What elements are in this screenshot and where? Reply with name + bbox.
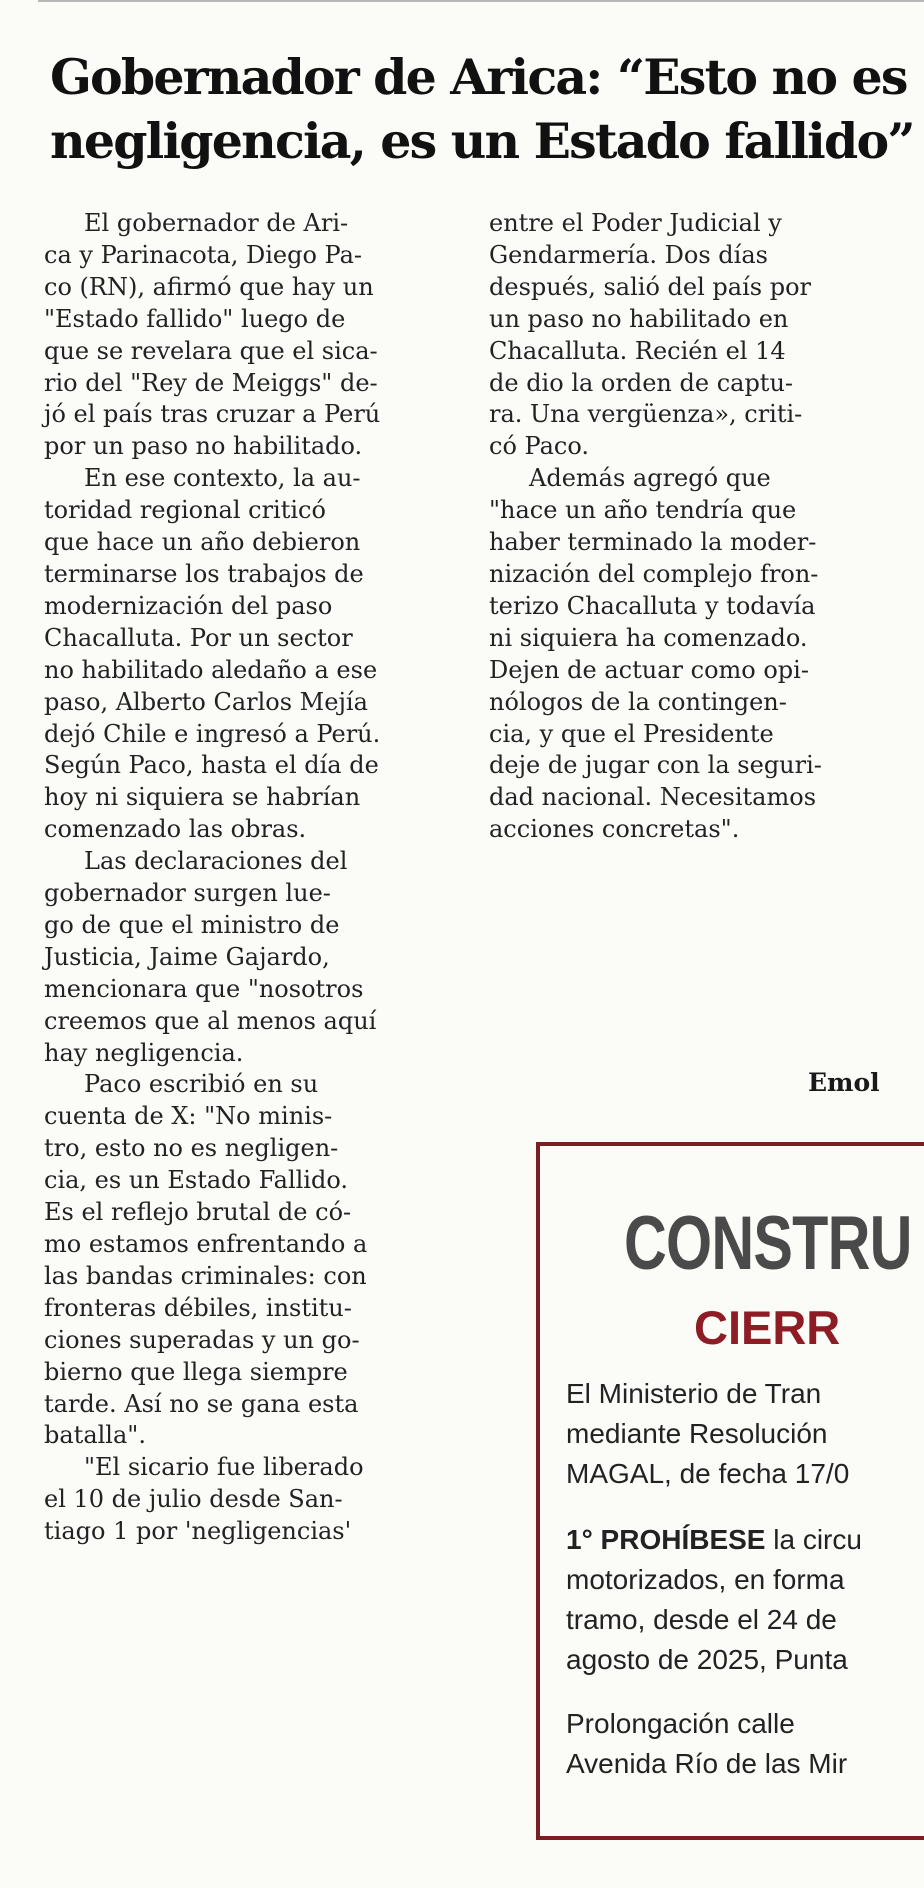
column-2-line: "hace un año tendría que	[489, 496, 797, 525]
column-1-line: "El sicario fue liberado	[84, 1453, 364, 1482]
notice-line-text: MAGAL, de fecha 17/0	[566, 1458, 850, 1489]
notice-line-text: Prolongación calle	[566, 1708, 795, 1739]
column-1-line: Paco escribió en su	[84, 1070, 319, 1099]
notice-line	[566, 1604, 837, 1636]
column-1-line: mo estamos enfrentando a	[44, 1230, 368, 1258]
article-column-2	[489, 208, 909, 846]
column-1-line: creemos que al menos aquí	[44, 1006, 377, 1035]
column-1-line: no habilitado aledaño a ese	[44, 655, 378, 684]
column-2-line: después, salió del país por	[489, 272, 811, 301]
column-1-line: batalla".	[44, 1421, 146, 1450]
column-1-line: ca y Parinacota, Diego Pa-	[44, 240, 363, 269]
article-headline	[50, 45, 914, 173]
column-1-line: paso, Alberto Carlos Mejía	[44, 687, 368, 716]
notice-title: CONSTRU	[624, 1201, 912, 1286]
column-1-line: toridad regional criticó	[44, 496, 326, 525]
column-1-line: tiago 1 por 'negligencias'	[44, 1517, 352, 1546]
column-1-line: modernización del paso	[44, 591, 333, 620]
column-1-line: bierno que llega siempre	[44, 1357, 348, 1386]
notice-line	[566, 1564, 845, 1596]
column-1-line: comenzado las obras.	[44, 815, 307, 844]
notice-line-text: la circu	[765, 1524, 862, 1555]
column-2-line: có Paco.	[489, 432, 589, 461]
column-1-line: tro, esto no es negligen-	[44, 1134, 339, 1163]
column-1-line: las bandas criminales: con	[44, 1261, 367, 1290]
column-2-line: de dio la orden de captu-	[489, 368, 794, 397]
column-1-line: jó el país tras cruzar a Perú	[44, 400, 381, 429]
notice-emphasis: 1° PROHÍBESE	[566, 1524, 766, 1555]
notice-line	[566, 1748, 847, 1780]
notice-line	[566, 1378, 821, 1410]
notice-line	[566, 1418, 828, 1450]
column-2-line: nólogos de la contingen-	[489, 687, 787, 716]
column-2-line: acciones concretas".	[489, 815, 740, 844]
notice-line-text: Avenida Río de las Mir	[566, 1748, 848, 1779]
column-2-line: ra. Una vergüenza», criti-	[489, 400, 803, 429]
column-2-line: haber terminado la moder-	[489, 528, 817, 557]
column-1-line: El gobernador de Ari-	[84, 209, 349, 237]
column-1-line: ciones superadas y un go-	[44, 1325, 360, 1354]
notice-line-text: tramo, desde el 24 de	[566, 1604, 837, 1635]
column-1-line: terminarse los trabajos de	[44, 559, 364, 588]
column-1-line: gobernador surgen lue-	[44, 879, 331, 908]
headline-line-2: negligencia, es un Estado fallido”	[50, 112, 914, 170]
column-2-line: cia, y que el Presidente	[489, 719, 774, 748]
column-1-line: el 10 de julio desde San-	[44, 1485, 343, 1514]
column-1-line: que hace un año debieron	[44, 528, 361, 557]
notice-line-text: motorizados, en forma	[566, 1564, 845, 1595]
column-1-line: co (RN), afirmó que hay un	[44, 272, 374, 301]
column-1-line: mencionara que "nosotros	[44, 974, 364, 1003]
column-2-line: Además agregó que	[529, 464, 771, 493]
column-1-line: hoy ni siquiera se habrían	[44, 783, 361, 812]
column-1-line: tarde. Así no se gana esta	[44, 1389, 359, 1418]
column-2-line: deje de jugar con la seguri-	[489, 751, 822, 780]
column-2-line: terizo Chacalluta y todavía	[489, 591, 816, 620]
article-byline: Emol	[808, 1068, 880, 1097]
top-rule	[38, 0, 924, 2]
column-1-line: fronteras débiles, institu-	[44, 1293, 352, 1322]
column-1-line: cuenta de X: "No minis-	[44, 1102, 333, 1131]
notice-line	[566, 1644, 848, 1676]
column-1-line: "Estado fallido" luego de	[44, 304, 346, 333]
notice-line-text: mediante Resolución	[566, 1418, 828, 1449]
column-1-line: dejó Chile e ingresó a Perú.	[44, 719, 381, 748]
column-1-line: Las declaraciones del	[84, 847, 348, 876]
notice-subtitle: CIERR	[694, 1301, 841, 1354]
notice-line	[566, 1708, 795, 1740]
article-column-1	[44, 208, 444, 1548]
column-1-line: En ese contexto, la au-	[84, 464, 361, 493]
column-2-line: Dejen de actuar como opi-	[489, 655, 809, 684]
notice-line	[566, 1524, 862, 1556]
notice-line-text: El Ministerio de Tran	[566, 1378, 822, 1409]
notice-advertisement	[536, 1142, 924, 1840]
notice-line-text: agosto de 2025, Punta	[566, 1644, 848, 1675]
column-2-line: nización del complejo fron-	[489, 559, 819, 588]
column-1-line: go de que el ministro de	[44, 910, 340, 939]
column-1-line: hay negligencia.	[44, 1038, 244, 1067]
column-1-line: por un paso no habilitado.	[44, 432, 363, 461]
column-2-line: entre el Poder Judicial y	[489, 209, 782, 237]
column-1-line: rio del "Rey de Meiggs" de-	[44, 368, 378, 397]
column-2-line: Chacalluta. Recién el 14	[489, 336, 786, 365]
column-1-line: Justicia, Jaime Gajardo,	[44, 942, 330, 971]
column-2-line: Gendarmería. Dos días	[489, 240, 768, 269]
notice-line	[566, 1458, 849, 1490]
column-2-line: dad nacional. Necesitamos	[489, 783, 817, 812]
column-1-line: cia, es un Estado Fallido.	[44, 1166, 348, 1195]
headline-line-1: Gobernador de Arica: “Esto no es	[50, 48, 907, 106]
column-1-line: que se revelara que el sica-	[44, 336, 378, 365]
column-1-line: Según Paco, hasta el día de	[44, 751, 379, 780]
column-1-line: Chacalluta. Por un sector	[44, 623, 353, 652]
column-2-line: ni siquiera ha comenzado.	[489, 623, 808, 652]
column-1-line: Es el reflejo brutal de có-	[44, 1198, 352, 1227]
column-2-line: un paso no habilitado en	[489, 304, 789, 333]
